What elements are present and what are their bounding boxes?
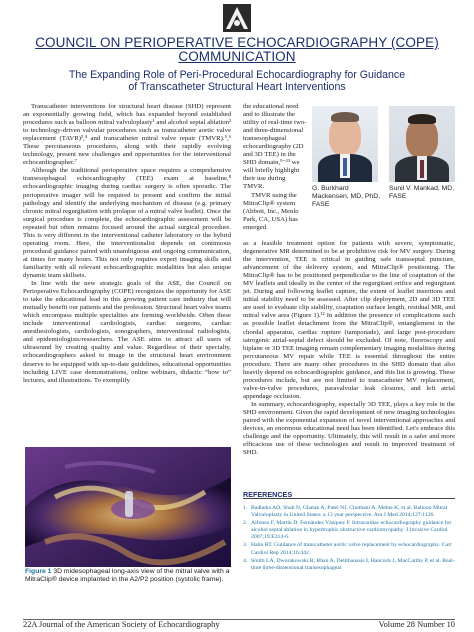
paragraph-continuation: the educational need and to illustrate the utility of real-time two- and three-dimensional transesophageal echocardiography (2D and 3D TEE) in the SHD domain,⁹⁻¹¹ we will briefly highlight their use during TMVR. [243,103,307,191]
footer-journal: 22A Journal of the American Society of Echocardiography [23,620,220,629]
left-column-body [23,103,231,385]
figure-caption [25,568,235,584]
echo-rendering-icon [25,447,231,567]
author-photo-mankad [389,106,455,182]
figure-label: Figure 1 [25,568,52,575]
right-column-body [243,240,455,457]
paragraph-summary: In summary, echocardiography, especially 3D TEE, plays a key role in the SHD environment. Given the rapid development of new imaging technologies paired with the exponential expansion of novel interventional approaches and devices, an enormous educational need has been identified. Let's embrace this challenge and the opportunity. Ultimately, this will result in a safer and more efficacious use of these technologies and result in improved treatment of SHD. [243,400,455,457]
right-column-top-text [243,103,308,232]
references-list [243,505,455,573]
ase-logo-icon [222,3,252,33]
paragraph-perioperative: Although the traditional perioperative space requires a comprehensive transesophageal echocardiography (TEE) exam at baseline,⁸ echocardiographic imaging during cardiac surgery is often sporadic. The perioperative imager will be required to present and confirm the initial pathology and identify the underlying mechanism of disease (e.g. primary chronic mitral regurgitation with prolapse of a mitral valve leaflet). Once the surgical procedure is complete, the echocardiographic assessment will be repeated but often remains focused around the actual surgical procedure. This is very different in the interventional catheter laboratory or the hybrid operating room. Here, the interventionalist depends on continuous procedural guidance paired with unambiguous and ongoing communication, at times for many hours. This not only requires expert imaging skills and familiarity with all relevant echocardiographic modalities but also unique dynamic team skillsets. [23,167,231,279]
footer-volume: Volume 28 Number 10 [378,620,455,629]
figure-caption-text: 3D midesophageal long-axis view of the mitral valve with a MitraClip® device implanted in the A2/P2 position (systolic frame). [25,568,230,584]
paragraph-ase-goals: In line with the new strategic goals of the ASE, the Council on Perioperative Echocardiography (COPE) recognizes the opportunity for ASE to take the educational lead in this growing patient care industry that will mutually benefit our patients and the profession. Structural heart valve teams which encompass multiple specialties are forming worldwide. Often these include interventional cardiologists, cardiac surgeons, cardiac anesthesiologists, cardiologists, sonographers, interventional radiologists, and epidemiologists/researchers. The ASE aims to attract all users of ultrasound by creating quality and value. Regardless of their specialty, echocardiographers asked to image in the structural heart environment deserve to be equipped with up-to-date guidelines, educational opportunities including LIVE case demonstrations, online webinars, didactic “how to” lectures, and illustrations. To exemplify [23,280,231,384]
author-caption-mankad: Sunil V. Mankad, MD, FASE [389,185,455,200]
author-photo-mackensen [312,106,378,182]
figure-3d-echo-image [25,447,231,567]
paragraph-mitraclip: as a feasible treatment option for patients with severe, symptomatic, degenerative MR determined to be at prohibitive risk for MV surgery. During the intervention, TEE is critical in guiding safe transseptal puncture, advancement of the delivery system, and MitraClip® positioning. The MitraClip® has to be positioned perpendicular to the line of coaptation of the MV leaflets and ideally in the center of the regurgitant orifice and regurgitant jet. During and following leaflet capture, the extent of leaflet insertions and initial stability need to be assessed. After clip deployment, 2D and 3D TEE are used to evaluate clip stability, coaptation surface length, residual MR, and mitral valve area (Figure 1).¹² In addition the presence of complications such as possible leaflet detachment from the MitraClip®, entanglement in the chordal apparatus, cardiac rupture (tamponade), and large post-procedure iatrogenic atrial-septal defect should be excluded. Of note, fluoroscopy and biplane or 3D TEE imaging remain complementary imaging modalities during percutaneous MV repair while TEE is essential throughout the entire procedure. There are many other procedures in the SHD domain that also heavily depend on echocardiographic guidance, and this list is growing. These procedures include, but are not limited to transcatheter MV replacement, valve-in-valve procedures, paravalvular leak closures, and left atrial appendage occlusion. [243,240,455,400]
author-caption-mackensen: G. Burkhard Mackensen, MD, PhD, FASE [312,185,380,208]
reference-item: 2. Alfonso F, Martín D, Fernández Vázquez F. Intracardiac echocardiography guidance for alcohol septal ablation in hypertrophic obstructive cardiomyopathy. J Invasive Cardiol 2007;19:E314-6. [243,520,452,541]
reference-item: 1. Badheka AO, Shah N, Ghatak A, Patel NJ, Chothani A, Mehta K, et al. Balloon Mitral Valvuloplasty in United States: a 13 year perspective. Am J Med 2014;127:1126. [243,505,448,519]
article-title [30,69,444,93]
references-divider [243,498,455,499]
references-heading: REFERENCES [243,490,293,499]
article-title-line1: The Expanding Role of Peri-Procedural Echocardiography for Guidance [68,69,406,81]
council-title [0,36,474,64]
reference-item: 3. Hahn RT. Guidance of transcatheter aortic valve replacement by echocardiography. Curr Cardiol Rep 2014;16:442. [243,542,452,556]
reference-item: 4. Smith LA, Dworakowski R, Bhan A, Delithanasis I, Hancock J, MacCarthy P, et al. Real-time three-dimensional transesophageal [243,557,455,571]
paragraph-tmvr-start: TMVR using the MitraClip® system (Abbott, Inc., Menlo Park, CA, USA) has emerged [243,191,299,231]
article-title-line2: of Transcatheter Structural Heart Interventions [128,81,346,93]
paragraph-intro: Transcatheter interventions for structural heart disease (SHD) represent an exponentially growing field, which has expanded beyond established procedures such as balloon mitral valvuloplasty¹ and alcohol septal ablation² to technology-driven valvular procedures such as transcatheter aortic valve replacement (TAVR)³,⁴ and transcatheter mitral valve repair (TMVR).⁵,⁶ These percutaneous procedures, along with their rapidly evolving technology, present new challenges and opportunities for the interventional echocardiographer.⁷ [23,103,231,167]
council-title-line1: COUNCIL ON PERIOPERATIVE ECHOCARDIOGRAPHY (COPE) [35,35,439,50]
council-title-line2: COMMUNICATION [178,49,296,64]
